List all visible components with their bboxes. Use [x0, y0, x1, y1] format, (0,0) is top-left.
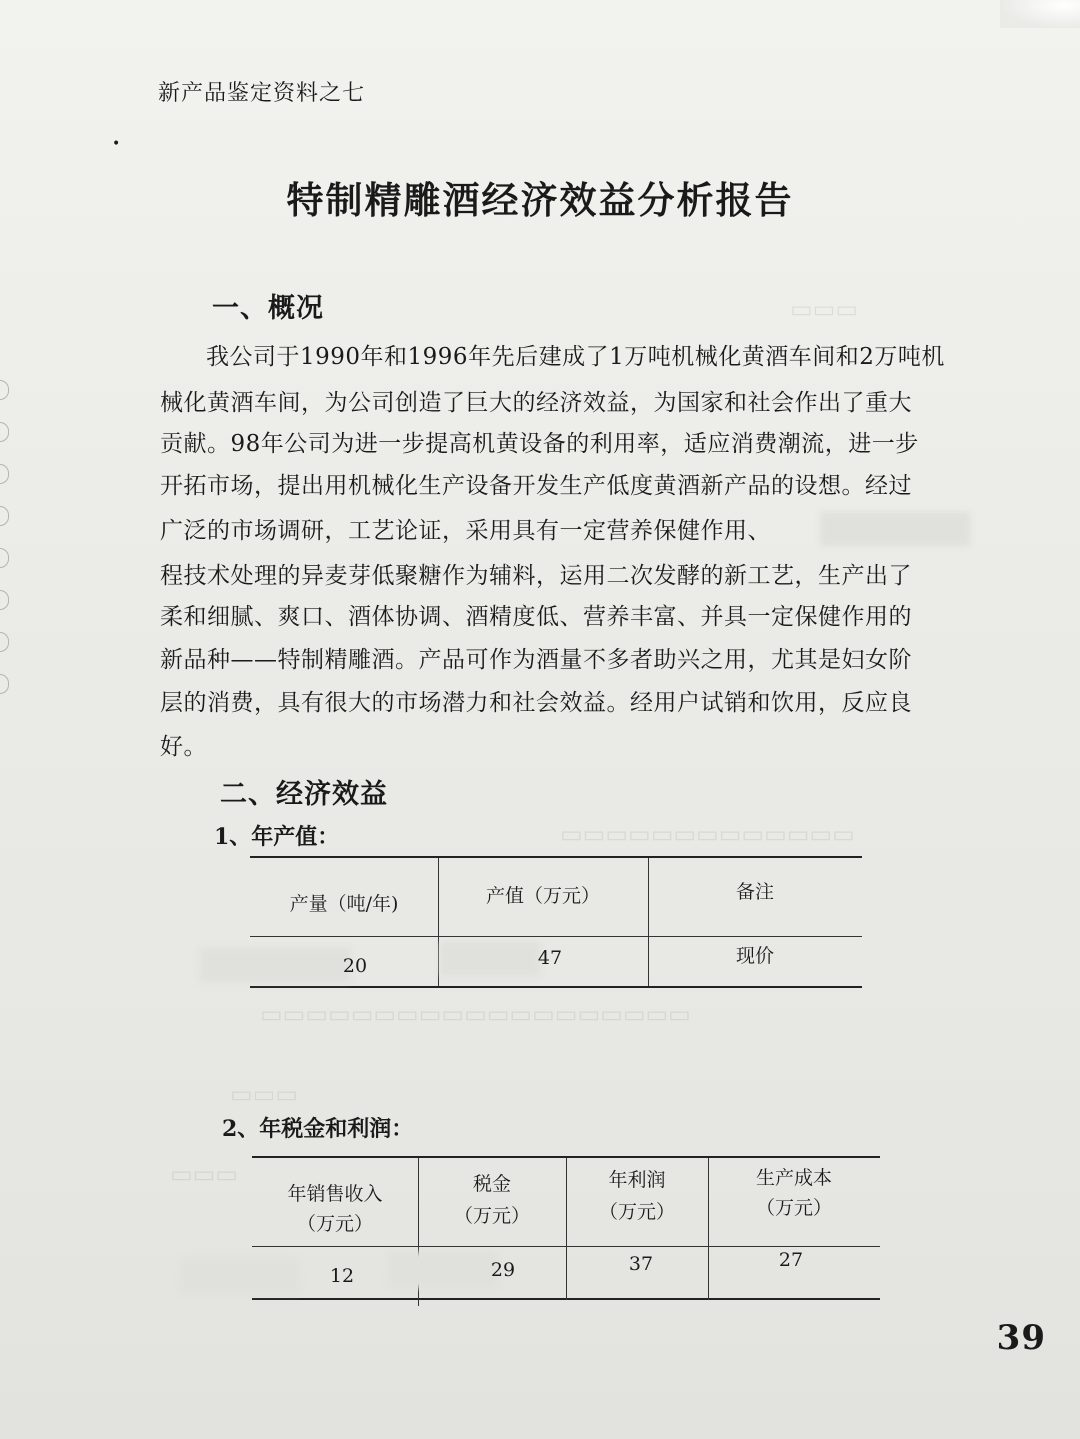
document-series-note: 新产品鉴定资料之七	[158, 81, 366, 106]
paragraph-line: 广泛的市场调研，工艺论证，采用具有一定营养保健作用、	[160, 518, 771, 544]
paragraph-line: 我公司于1990年和1996年先后建成了1万吨机械化黄酒车间和2万吨机	[206, 344, 945, 370]
page-number: 39	[996, 1318, 1046, 1358]
show-through-mark: ▭▭▭	[170, 1160, 239, 1188]
table-header-unit: （万元）	[296, 1213, 373, 1235]
table-bottom-rule	[250, 986, 862, 988]
table-top-rule	[250, 856, 862, 858]
table-header-cell: 备注	[735, 881, 774, 903]
table-header-unit: （万元）	[453, 1205, 530, 1227]
paragraph-line: 柔和细腻、爽口、酒体协调、酒精度低、营养丰富、并具一定保健作用的	[160, 604, 912, 630]
paper-speck: •	[112, 136, 121, 152]
section-heading-economic-benefit: 二、经济效益	[220, 779, 388, 810]
table-header-cell: 年销售收入	[287, 1183, 383, 1205]
paragraph-line: 程技术处理的异麦芽低聚糖作为辅料，运用二次发酵的新工艺，生产出了	[160, 563, 912, 589]
table-header-cell: 税金	[472, 1173, 511, 1195]
table-header-cell: 产值（万元）	[485, 885, 600, 907]
table-value-cell: 47	[537, 947, 563, 969]
show-through-mark: ▭▭▭▭▭▭▭▭▭▭▭▭▭▭▭▭▭▭▭	[260, 1000, 691, 1028]
paragraph-line: 好。	[160, 734, 207, 760]
redaction-blur	[180, 1258, 300, 1294]
redaction-blur	[820, 512, 970, 546]
table-header-cell: 产量（吨/年)	[289, 893, 399, 915]
paragraph-line: 层的消费，具有很大的市场潜力和社会效益。经用户试销和饮用，反应良	[160, 690, 912, 716]
table-header-cell: 生产成本	[755, 1167, 832, 1189]
table-header-unit: （万元）	[598, 1201, 675, 1223]
table-value-cell: 27	[778, 1249, 804, 1271]
table-value-cell: 29	[490, 1259, 516, 1281]
binding-holes	[0, 380, 10, 716]
paragraph-line: 贡献。98年公司为进一步提高机黄设备的利用率，适应消费潮流，进一步	[160, 431, 919, 457]
table-column-rule	[438, 858, 439, 986]
table-value-cell: 12	[329, 1265, 355, 1287]
table-header-unit: （万元）	[755, 1197, 832, 1219]
report-title: 特制精雕酒经济效益分析报告	[286, 178, 794, 222]
show-through-mark: ▭▭▭	[230, 1080, 299, 1108]
paragraph-line: 新品种——特制精雕酒。产品可作为酒量不多者助兴之用，尤其是妇女阶	[160, 647, 912, 673]
paragraph-line: 械化黄酒车间，为公司创造了巨大的经济效益，为国家和社会作出了重大	[160, 390, 912, 416]
paragraph-line: 开拓市场，提出用机械化生产设备开发生产低度黄酒新产品的设想。经过	[160, 473, 912, 499]
table-value-cell: 20	[342, 955, 368, 977]
table-header-cell: 年利润	[608, 1169, 666, 1191]
table1-caption: 1、年产值：	[214, 824, 340, 850]
table-value-cell: 37	[628, 1253, 654, 1275]
section-heading-overview: 一、概况	[212, 293, 324, 324]
show-through-mark: ▭▭▭	[790, 295, 859, 323]
table2-caption: 2、年税金和利润：	[222, 1116, 414, 1142]
corner-glare	[1000, 0, 1080, 28]
show-through-mark: ▭▭▭▭▭▭▭▭▭▭▭▭▭	[560, 820, 855, 848]
table-header-rule	[250, 936, 862, 937]
table-value-cell: 现价	[735, 945, 774, 967]
